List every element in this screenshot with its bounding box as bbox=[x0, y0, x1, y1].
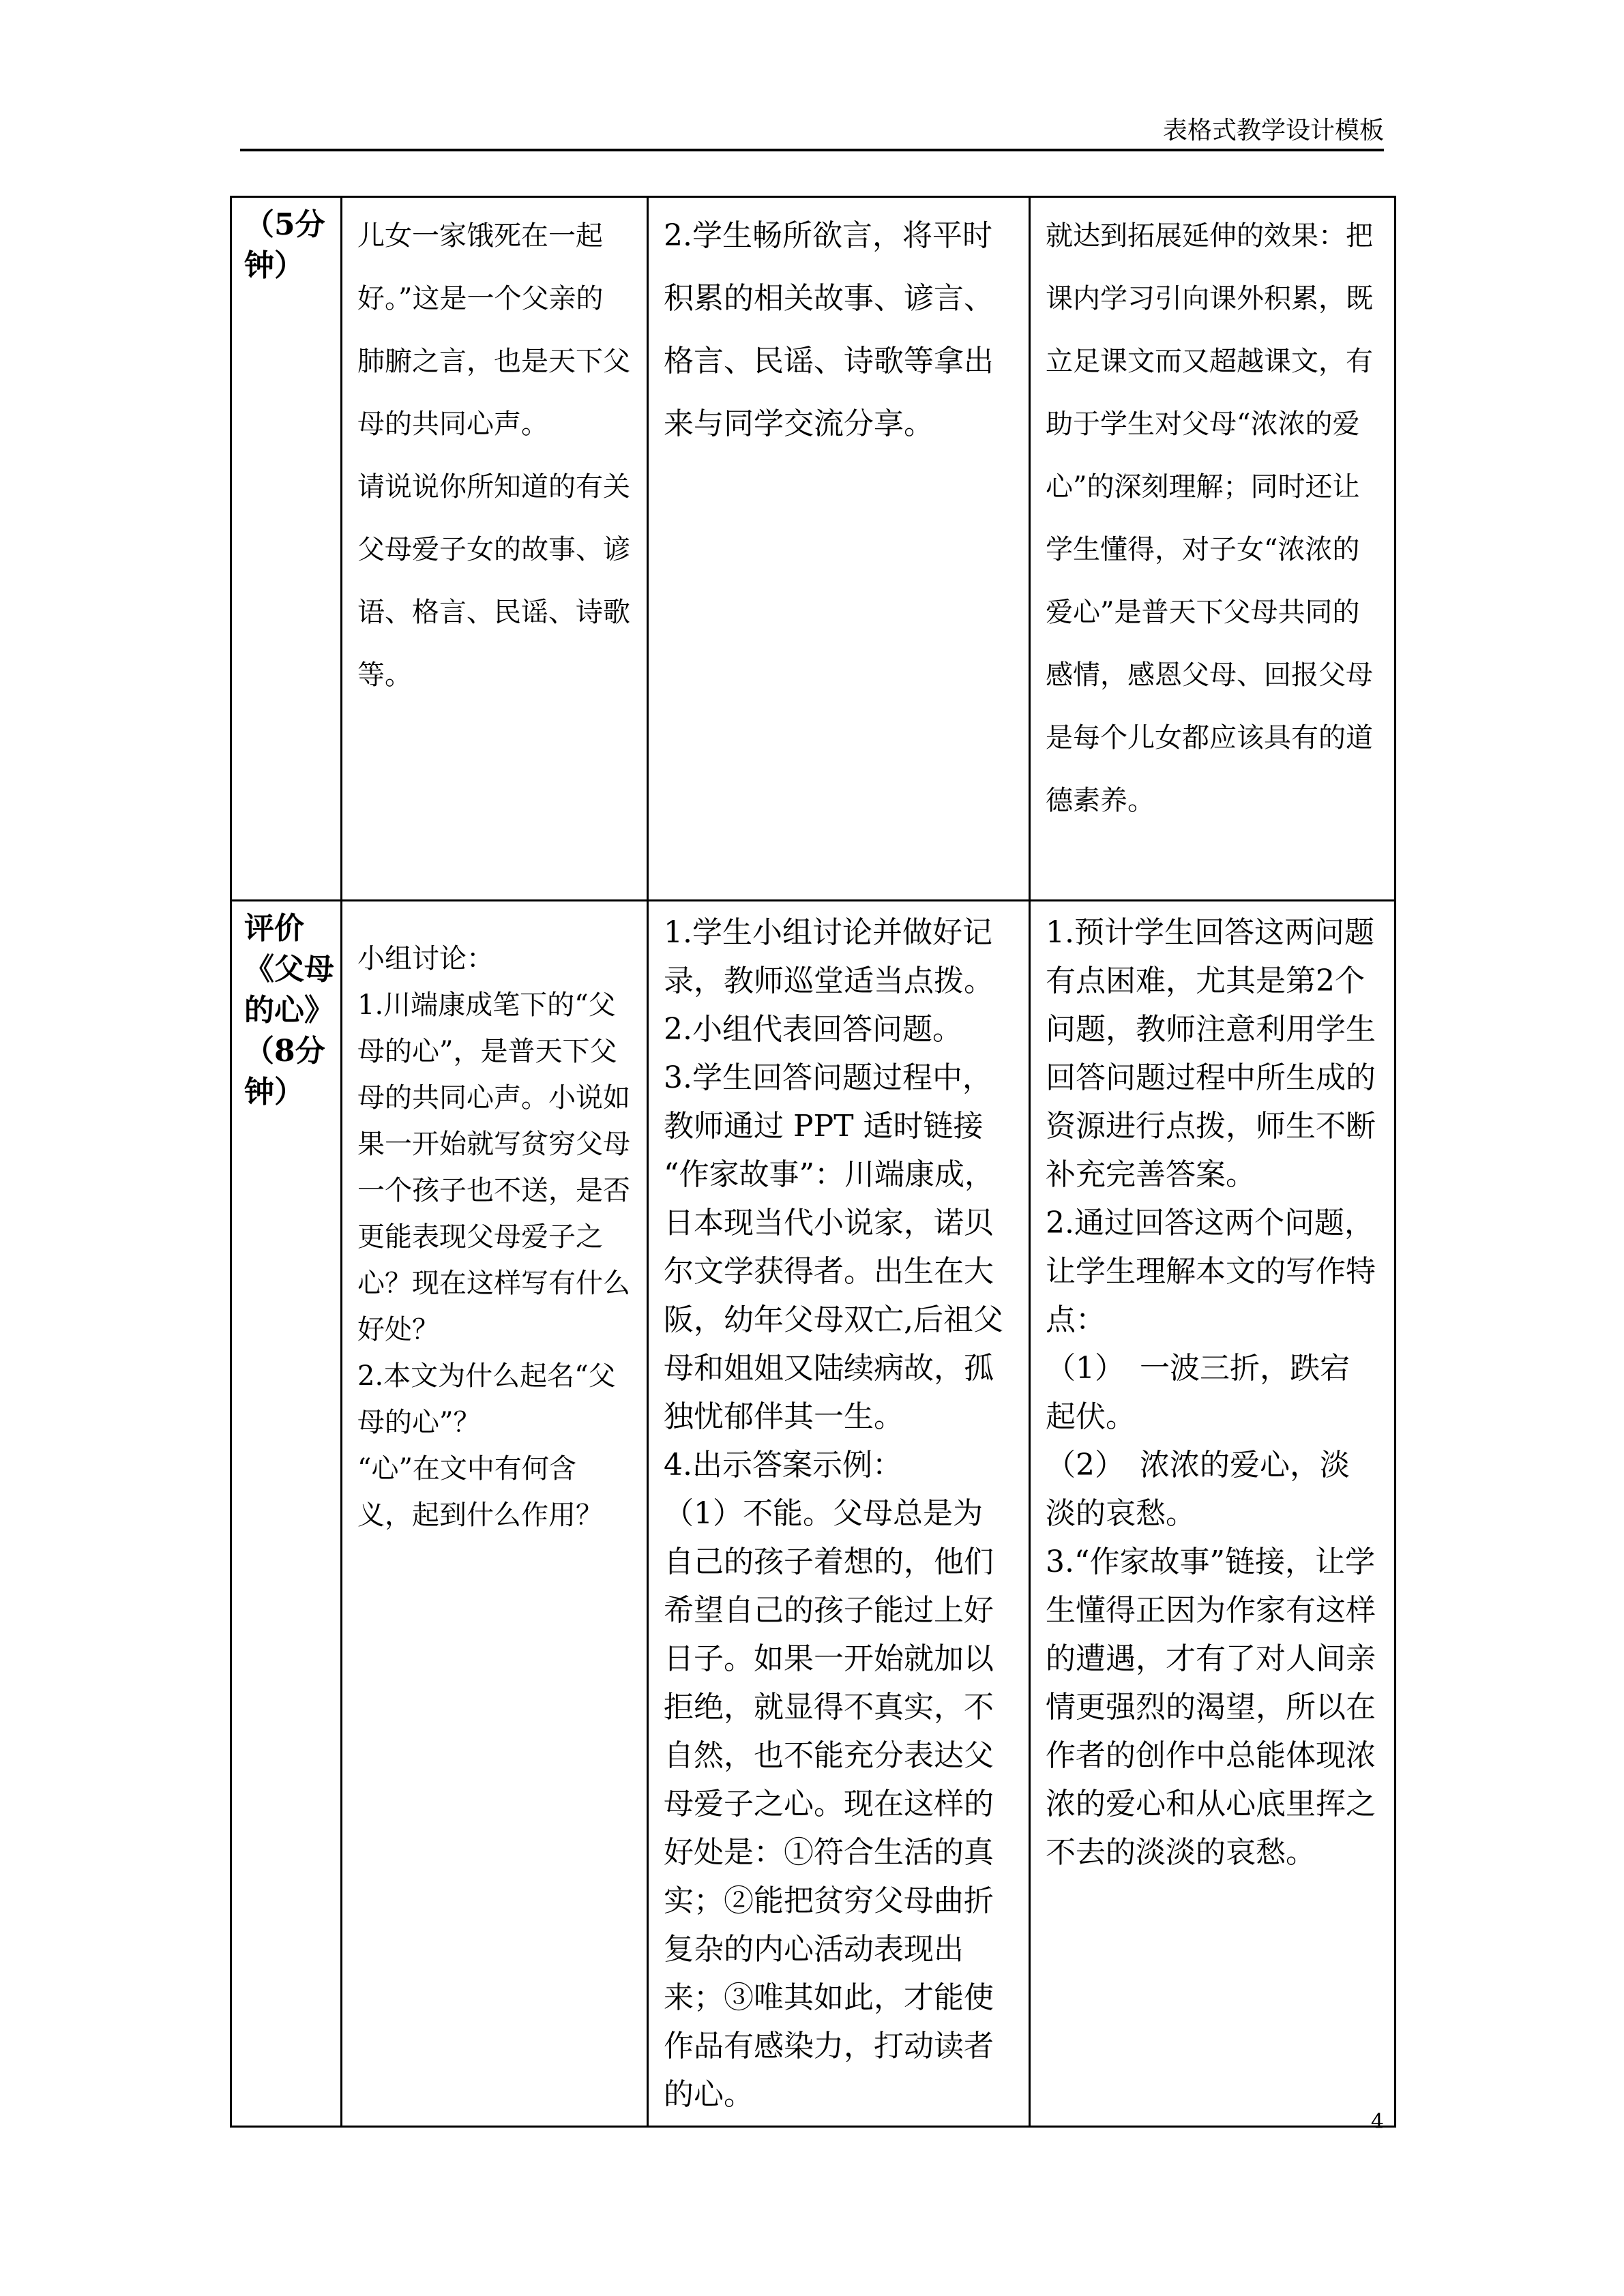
table-row bbox=[231, 901, 1396, 2127]
stage-cell: 评价《父母的心》（8分钟） bbox=[231, 901, 342, 2127]
paragraph: （1）不能。父母总是为自己的孩子着想的，他们希望自己的孩子能过上好日子。如果一开始就加以拒绝，就显得不真实，不自然，也不能充分表达父母爱子之心。现在这样的好处是：①符合生活的真实；②能把贫穷父母曲折复杂的内心活动表现出来；③唯其如此，才能使作品有感染力，打动读者的心。 bbox=[664, 1496, 994, 2112]
document-header-title: 表格式教学设计模板 bbox=[1162, 117, 1384, 145]
student-activity-cell bbox=[648, 901, 1030, 2127]
paragraph: 1.预计学生回答这两问题有点困难，尤其是第2个问题，教师注意利用学生回答问题过程中所生成的资源进行点拨，师生不断补充完善答案。 bbox=[1046, 915, 1376, 1192]
stage-cell: （5分钟） bbox=[231, 197, 342, 901]
paragraph: 请说说你所知道的有关父母爱子女的故事、谚语、格言、民谣、诗歌等。 bbox=[357, 471, 630, 691]
paragraph: 小组讨论： bbox=[357, 943, 494, 974]
paragraph: 3.“作家故事”链接，让学生懂得正因为作家有这样的遭遇，才有了对人间亲情更强烈的渴望，所以在作者的创作中总能体现浓浓的爱心和从心底里挥之不去的淡淡的哀愁。 bbox=[1046, 1545, 1376, 1870]
paragraph: 1.学生小组讨论并做好记录，教师巡堂适当点拨。 bbox=[664, 915, 994, 998]
teacher-activity-cell bbox=[342, 901, 648, 2127]
student-activity-cell bbox=[648, 197, 1030, 901]
paragraph: 3.学生回答问题过程中，教师通过 PPT 适时链接 “作家故事”：川端康成，日本现当代小说家，诺贝尔文学获得者。出生在大阪，幼年父母双亡,后祖父母和姐姐又陆续病故，孤独忧郁伴其一生。 bbox=[664, 1060, 1003, 1434]
page-number: 4 bbox=[1370, 2110, 1384, 2134]
paragraph: （1） 一波三折，跌宕起伏。 bbox=[1046, 1351, 1350, 1434]
paragraph: 就达到拓展延伸的效果：把课内学习引向课外积累，既立足课文而又超越课文，有助于学生对父母“浓浓的爱心”的深刻理解；同时还让学生懂得，对子女“浓浓的爱心”是普天下父母共同的感情，感恩父母、回报父母是每个儿女都应该具有的道德素养。 bbox=[1046, 220, 1373, 816]
lesson-plan-table bbox=[230, 196, 1396, 2128]
paragraph: 儿女一家饿死在一起好。”这是一个父亲的肺腑之言，也是天下父母的共同心声。 bbox=[357, 220, 630, 440]
paragraph: 1.川端康成笔下的“父母的心”，是普天下父母的共同心声。小说如果一开始就写贫穷父母一个孩子也不送，是否更能表现父母爱子之心？现在这样写有什么好处？ bbox=[357, 989, 630, 1345]
paragraph: 2.学生畅所欲言，将平时积累的相关故事、谚言、格言、民谣、诗歌等拿出来与同学交流分享。 bbox=[664, 218, 994, 441]
design-intent-cell bbox=[1030, 901, 1396, 2127]
teacher-activity-cell bbox=[342, 197, 648, 901]
paragraph: （2） 浓浓的爱心，淡淡的哀愁。 bbox=[1046, 1448, 1350, 1531]
header-rule bbox=[240, 149, 1384, 151]
table-row bbox=[231, 197, 1396, 901]
paragraph: 2.本文为什么起名“父母的心”？ bbox=[357, 1360, 616, 1438]
design-intent-cell bbox=[1030, 197, 1396, 901]
paragraph: “心”在文中有何含义，起到什么作用？ bbox=[357, 1453, 603, 1531]
paragraph: 4.出示答案示例： bbox=[664, 1448, 902, 1482]
paragraph: 2.小组代表回答问题。 bbox=[664, 1012, 962, 1047]
paragraph: 2.通过回答这两个问题，让学生理解本文的写作特点： bbox=[1046, 1206, 1376, 1337]
